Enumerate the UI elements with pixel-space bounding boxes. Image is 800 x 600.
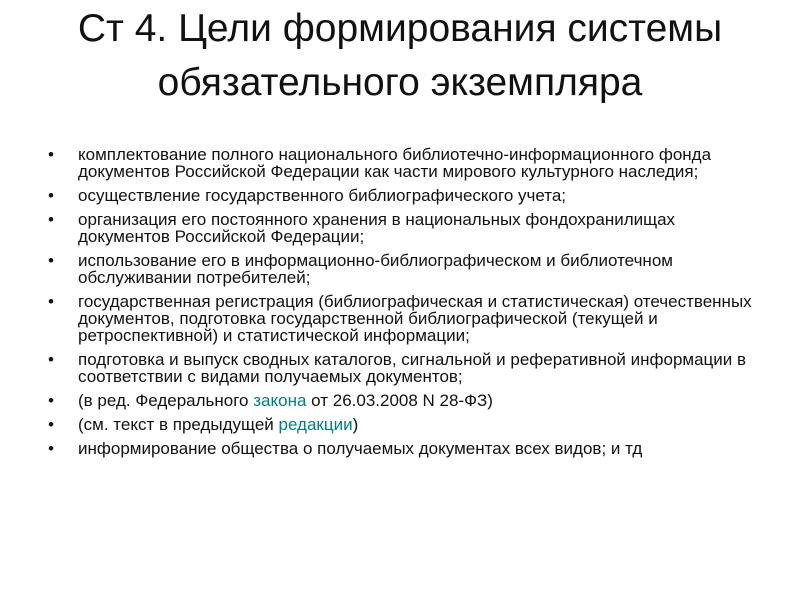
list-item: [48, 187, 768, 204]
bullet-text-before: (см. текст в предыдущей: [78, 415, 279, 434]
bullet-dot: •: [48, 350, 54, 369]
bullet-dot: •: [48, 415, 54, 434]
bullet-dot: •: [48, 251, 54, 270]
list-item: [48, 293, 768, 344]
edition-link[interactable]: редакции: [278, 415, 353, 434]
list-item: [48, 392, 768, 409]
bullet-text: осуществление государственного библиографического учета;: [78, 186, 567, 205]
bullet-dot: •: [48, 145, 54, 164]
bullet-text: использование его в информационно-библиографическом и библиотечном обслуживании потребителей;: [78, 251, 673, 287]
list-item: [48, 440, 768, 457]
law-link[interactable]: закона: [253, 391, 307, 410]
bullet-dot: •: [48, 391, 54, 410]
bullet-text-before: (в ред. Федерального: [78, 391, 254, 410]
bullet-list: [48, 146, 768, 464]
bullet-dot: •: [48, 210, 54, 229]
list-item: [48, 416, 768, 433]
bullet-text: организация его постоянного хранения в национальных фондохранилищах документов Российской Федерации;: [78, 210, 676, 246]
bullet-text: комплектование полного национального библиотечно-информационного фонда документов Российской Федерации как части мирового культурного наследия;: [78, 145, 712, 181]
bullet-dot: •: [48, 292, 54, 311]
bullet-text: информирование общества о получаемых документах всех видов; и тд: [78, 439, 643, 458]
bullet-text-after: от 26.03.2008 N 28-ФЗ): [306, 391, 493, 410]
bullet-text-after: ): [352, 415, 359, 434]
bullet-dot: •: [48, 186, 54, 205]
list-item: [48, 146, 768, 180]
bullet-dot: •: [48, 439, 54, 458]
slide-title: Ст 4. Цели формирования системы обязательного экземпляра: [77, 7, 723, 104]
bullet-text: подготовка и выпуск сводных каталогов, сигнальной и реферативной информации в соответствии с видами получаемых документов;: [78, 350, 747, 386]
list-item: [48, 211, 768, 245]
bullet-text: государственная регистрация (библиографическая и статистическая) отечественных документов, подготовка государственной библиографической (текущей и ретроспективной) и статистической информации;: [78, 292, 752, 345]
list-item: [48, 252, 768, 286]
list-item: [48, 351, 768, 385]
